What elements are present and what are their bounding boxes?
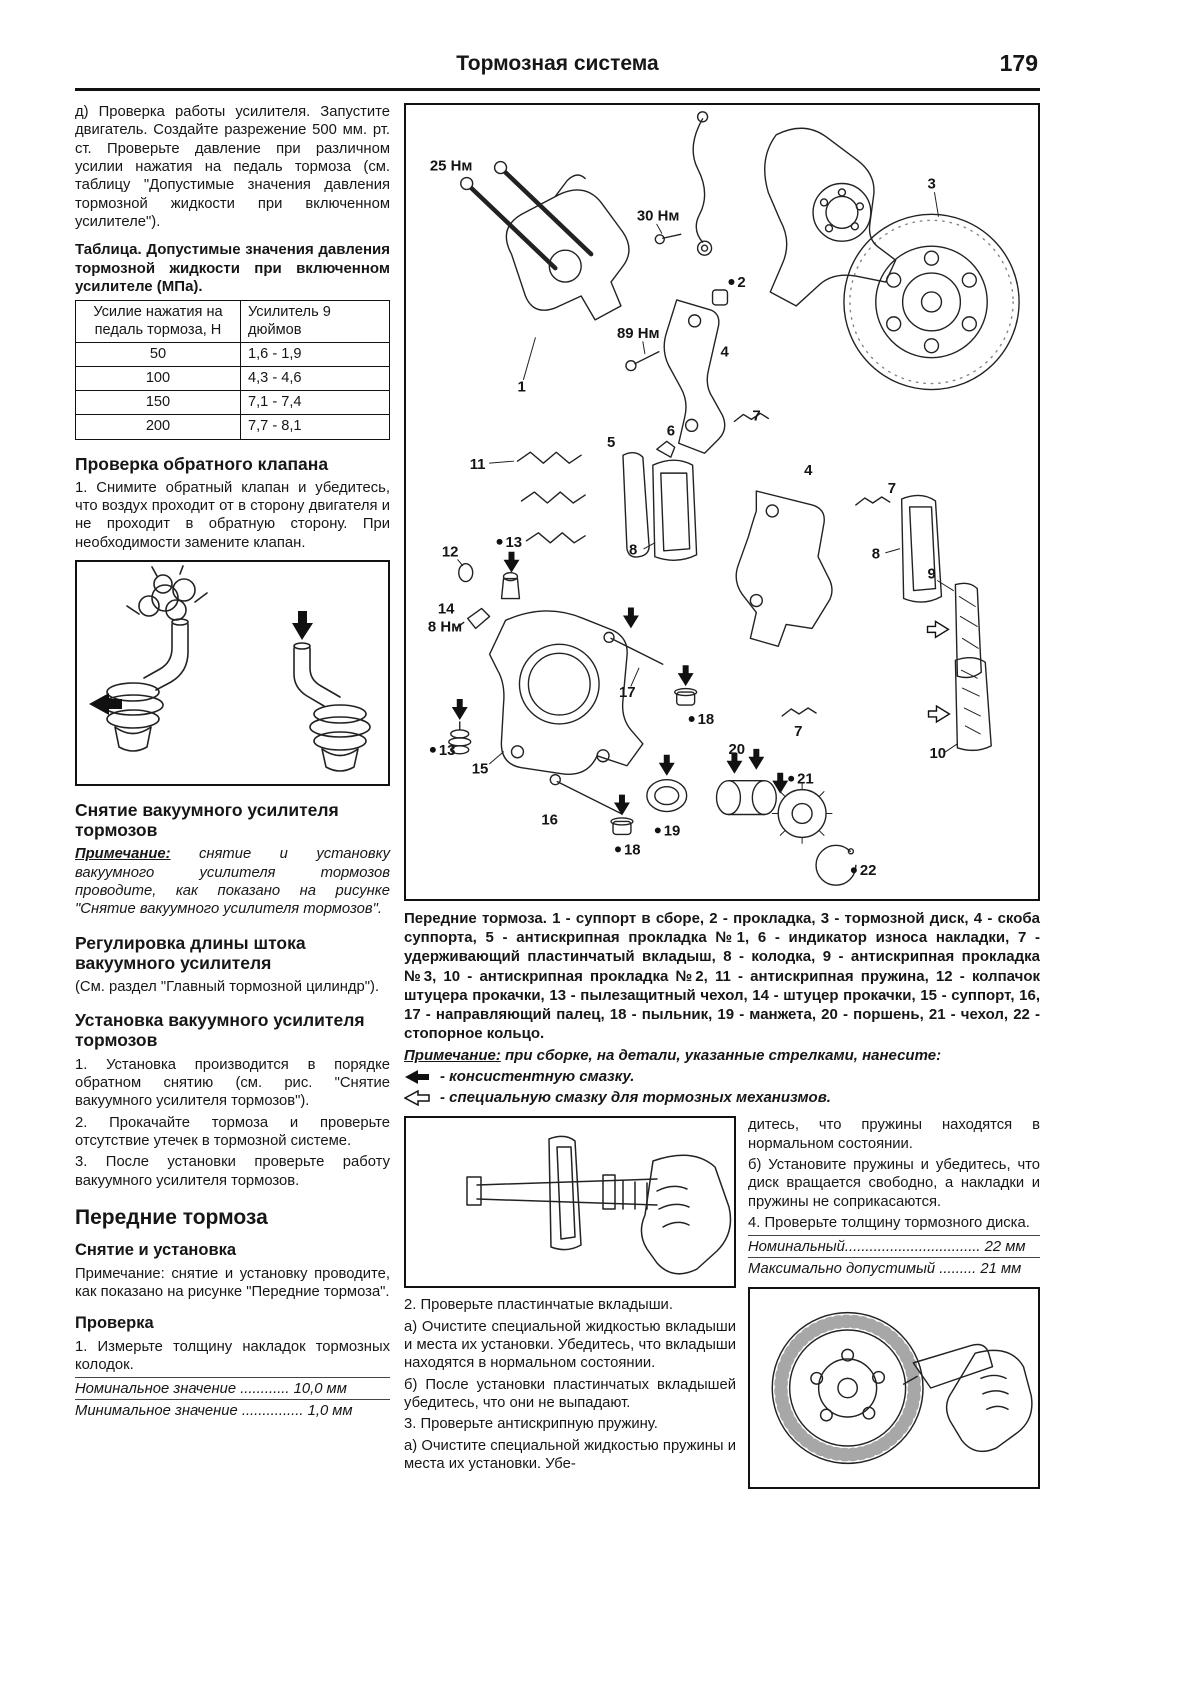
- check-valve-illustration: [77, 564, 388, 782]
- diagram-caption: Передние тормоза. 1 - суппорт в сборе, 2 - прокладка, 3 - тормозной диск, 4 - скоба суппорта, 5 - антискрипная прокладка №1, 6 - индикатор износа накладки, 7 - удерживающий пластинчатый вкладыш, 8 - колодка, 9 - антискрипная прокладка №3, 10 - антискрипная прокладка №2, 11 - антискрипная пружина, 12 - колпачок штуцера прокачки, 13 - пылезащитный чехол, 14 - штуцер прокачки, 15 - суппорт, 16, 17 - направляющий палец, 18 - пыльник, 19 - манжета, 20 - поршень, 21 - чехол, 22 - стопорное кольцо.: [404, 910, 1040, 1043]
- spec-disc-max: Максимально допустимый ......... 21 мм: [748, 1257, 1040, 1279]
- right-column: [404, 103, 1040, 1497]
- inspection-step: б) Установите пружины и убедитесь, что диск вращается свободно, а накладки и пружины не соприкасаются.: [748, 1157, 1040, 1210]
- disc-check-illustration: [751, 1292, 1037, 1484]
- install-step: 3. После установки проверьте работу вакуумного усилителя тормозов.: [75, 1154, 390, 1189]
- callout: 11: [469, 456, 486, 474]
- install-step: 1. Установка производится в порядке обратном снятию (см. рис. "Снятие вакуумного усилителя тормозов").: [75, 1056, 390, 1110]
- callout: 21: [797, 770, 814, 788]
- outline-arrow-icon: [404, 1090, 430, 1106]
- table-cell: 7,1 - 7,4: [241, 391, 390, 415]
- callout: 7: [887, 480, 897, 498]
- grease-legend-1: [404, 1068, 1040, 1085]
- heading-booster-install: Установка вакуумного усилителя тормозов: [75, 1010, 365, 1051]
- spec-minimal: Минимальное значение ............... 1,0 мм: [75, 1399, 390, 1421]
- callout: 25 Нм: [429, 157, 473, 175]
- table-row: [76, 415, 390, 439]
- inspection-step: б) После установки пластинчатых вкладышей убедитесь, что они не выпадают.: [404, 1376, 736, 1412]
- pad-measurement-illustration: [407, 1121, 733, 1283]
- table-header-cell: Усилитель 9 дюймов: [241, 301, 390, 342]
- note-label: Примечание:: [404, 1047, 501, 1065]
- disc-check-figure: [748, 1287, 1040, 1489]
- grease-legend-text: - консистентную смазку.: [440, 1068, 635, 1086]
- page-title: Тормозная система: [456, 52, 659, 75]
- heading-inspection: Проверка: [75, 1313, 154, 1332]
- front-brakes-exploded-diagram: [406, 105, 1037, 895]
- table-cell: 150: [76, 391, 241, 415]
- callout: 2: [737, 274, 746, 292]
- callout: 10: [929, 744, 947, 762]
- grease-legend-text: - специальную смазку для тормозных механизмов.: [440, 1089, 831, 1107]
- booster-removal-note: [75, 845, 390, 918]
- callout: 6: [666, 422, 676, 440]
- inspection-paragraph: 1. Измерьте толщину накладок тормозных колодок.: [75, 1338, 390, 1374]
- assembly-note: [404, 1047, 1040, 1064]
- filled-arrow-icon: [404, 1069, 430, 1085]
- install-step: 2. Прокачайте тормоза и проверьте отсутствие утечек в тормозной системе.: [75, 1114, 390, 1149]
- page-content: [75, 42, 1040, 1497]
- callout: 13: [505, 533, 523, 551]
- callout: 19: [663, 822, 681, 840]
- callout: 30 Нм: [636, 207, 680, 225]
- callout: 89 Нм: [616, 324, 660, 342]
- spec-disc-nominal: Номинальный................................. 22 мм: [748, 1235, 1040, 1257]
- spec-nominal: Номинальное значение ............ 10,0 мм: [75, 1377, 390, 1399]
- page-number: 179: [999, 50, 1038, 76]
- callout: 18: [623, 841, 641, 859]
- check-valve-figure: [75, 560, 390, 786]
- table-row: [76, 366, 390, 390]
- inspection-step: а) Очистите специальной жидкостью пружины и места их установки. Убе-: [404, 1437, 736, 1473]
- grease-legend-2: [404, 1089, 1040, 1106]
- table-cell: 7,7 - 8,1: [241, 415, 390, 439]
- table-row: [76, 391, 390, 415]
- left-column: [75, 103, 390, 1497]
- table-cell: 4,3 - 4,6: [241, 366, 390, 390]
- table-cell: 200: [76, 415, 241, 439]
- page-header: [75, 42, 1040, 91]
- inspection-step: 4. Проверьте толщину тормозного диска.: [748, 1215, 1030, 1232]
- rod-adjustment-paragraph: (См. раздел "Главный тормозной цилиндр").: [75, 978, 380, 995]
- inspection-step: дитесь, что пружины находятся в нормальном состоянии.: [748, 1117, 1040, 1152]
- callout: 8 Нм: [427, 618, 463, 636]
- table-cell: 1,6 - 1,9: [241, 342, 390, 366]
- note-text: снятие и установку вакуумного усилителя тормозов проводите, как показано на рисунке "Снятие вакуумного усилителя тормозов".: [75, 846, 390, 918]
- note-text: при сборке, на детали, указанные стрелками, нанесите:: [500, 1047, 942, 1065]
- table-cell: 100: [76, 366, 241, 390]
- callout: 17: [618, 684, 636, 702]
- pressure-table: [75, 300, 390, 439]
- callout: 4: [804, 462, 813, 480]
- flow-arrow-down-icon: [292, 611, 313, 640]
- callout: 20: [728, 740, 746, 758]
- callout: 12: [441, 543, 459, 561]
- heading-front-brakes: Передние тормоза: [75, 1205, 268, 1229]
- inspection-step: а) Очистите специальной жидкостью вкладыши и места их установки. Убедитесь, что вкладыши находятся в нормальном состоянии.: [404, 1318, 736, 1372]
- table-header-cell: Усилие нажатия на педаль тормоза, Н: [76, 301, 241, 342]
- exploded-diagram-figure: [404, 103, 1040, 901]
- table-row: [76, 342, 390, 366]
- callout: 9: [927, 565, 936, 583]
- columns: [75, 103, 1040, 1497]
- callout: 13: [438, 741, 456, 759]
- callout: 1: [517, 378, 526, 396]
- bottom-right-column: [748, 1116, 1040, 1497]
- heading-rod-adjustment: Регулировка длины штока вакуумного усилителя: [75, 932, 306, 973]
- callout: 14: [437, 600, 455, 618]
- check-valve-paragraph: 1. Снимите обратный клапан и убедитесь, что воздух проходит от в сторону двигателя и не проходит в обратную сторону. При необходимости замените клапан.: [75, 479, 390, 551]
- intro-paragraph: д) Проверка работы усилителя. Запустите двигатель. Создайте разрежение 500 мм. рт. ст. Проверьте давление при различном усилии нажатия на педаль тормоза (см. таблицу "Допустимые значения давления тормозной жидкости при включенном усилителе").: [75, 104, 390, 231]
- inspection-step: 3. Проверьте антискрипную пружину.: [404, 1416, 658, 1433]
- pressure-table-caption: Таблица. Допустимые значения давления тормозной жидкости при включенном усилителе (МПа).: [75, 241, 390, 295]
- heading-removal-install: Снятие и установка: [75, 1241, 237, 1260]
- callout: 18: [697, 710, 715, 728]
- pad-measurement-figure: [404, 1116, 736, 1288]
- callout: 22: [859, 862, 877, 880]
- callout: 15: [471, 760, 489, 778]
- table-header-row: [76, 301, 390, 342]
- bottom-row: [404, 1116, 1040, 1497]
- callout: 4: [720, 343, 729, 361]
- callout: 3: [927, 175, 936, 193]
- heading-booster-removal: Снятие вакуумного усилителя тормозов: [75, 800, 339, 841]
- callout: 8: [871, 545, 881, 563]
- note-label: Примечание:: [75, 846, 171, 863]
- callout: 7: [794, 722, 803, 740]
- bottom-middle-column: [404, 1116, 736, 1497]
- callout: 16: [541, 811, 558, 829]
- heading-check-valve: Проверка обратного клапана: [75, 453, 329, 474]
- callout: 5: [607, 434, 616, 452]
- inspection-step: 2. Проверьте пластинчатые вкладыши.: [404, 1297, 673, 1314]
- front-brakes-note: Примечание: снятие и установку проводите, как показано на рисунке "Передние тормоза".: [75, 1266, 390, 1301]
- callout: 8: [628, 541, 638, 559]
- table-cell: 50: [76, 342, 241, 366]
- callout: 7: [752, 407, 761, 425]
